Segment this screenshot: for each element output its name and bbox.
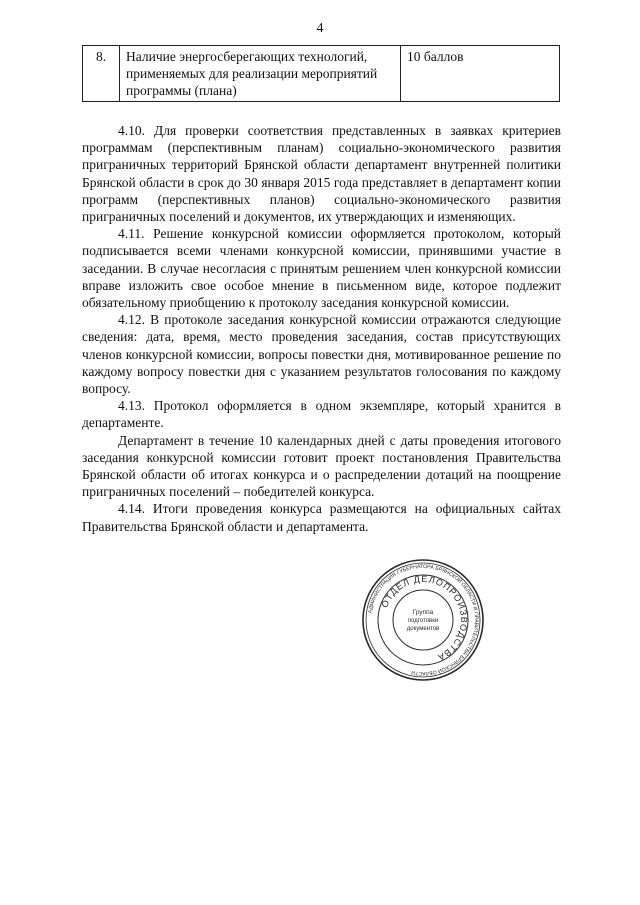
page-number: 4 (316, 21, 324, 36)
stamp-outer-text: АДМИНИСТРАЦИЯ ГУБЕРНАТОРА БРЯНСКОЙ ОБЛАСТИ И ПРАВИТЕЛЬСТВА БРЯНСКОЙ ОБЛАСТИ (367, 563, 480, 677)
official-stamp (361, 558, 485, 682)
paragraph-4-13: 4.13. Протокол оформляется в одном экземпляре, который хранится в департаменте. (82, 398, 561, 431)
row-score: 10 баллов (401, 46, 560, 102)
paragraph-4-10: 4.10. Для проверки соответствия представленных в заявках критериев программам (перспективным планам) социально-экономического развития приграничных территорий Брянской области департамент внутренней политики Брянской области в срок до 30 января 2015 года представляет в департамент копии программ (перспективных планов) социально-экономического развития приграничных поселений и документов, их утверждающих и изменяющих. (82, 123, 561, 225)
stamp-middle-text: ОТДЕЛ ДЕЛОПРОИЗВОДСТВА (379, 573, 470, 663)
paragraph-4-14: 4.14. Итоги проведения конкурса размещаются на официальных сайтах Правительства Брянской области и департамента. (82, 501, 561, 534)
document-body (82, 122, 561, 535)
row-number: 8. (83, 46, 120, 102)
paragraph-department: Департамент в течение 10 календарных дней с даты проведения итогового заседания конкурсной комиссии готовит проект постановления Правительства Брянской области об итогах конкурса и о распределении дотаций на поощрение приграничных поселений – победителей конкурса. (82, 432, 561, 500)
stamp-center-line-2: подготовки (407, 618, 439, 624)
row-description: Наличие энергосберегающих технологий, применяемых для реализации мероприятий программы (плана) (120, 46, 401, 102)
stamp-center-line-1: Группа (412, 609, 434, 616)
criteria-table (82, 45, 560, 102)
stamp-center-line-3: документов (406, 626, 440, 632)
paragraph-4-11: 4.11. Решение конкурсной комиссии оформляется протоколом, который подписывается всеми членами конкурсной комиссии, принявшими участие в заседании. В случае несогласия с принятым решением член конкурсной комиссии вправе изложить свое особое мнение в письменном виде, которое подлежит обязательному приобщению к протоколу заседания конкурсной комиссии. (82, 226, 561, 311)
table-row (83, 46, 560, 102)
paragraph-4-12: 4.12. В протоколе заседания конкурсной комиссии отражаются следующие сведения: дата, время, место проведения заседания, состав присутствующих членов конкурсной комиссии, вопросы повестки дня, мотивированное решение по каждому вопросу повестки дня с указанием результатов голосования по каждому вопросу. (82, 312, 561, 397)
